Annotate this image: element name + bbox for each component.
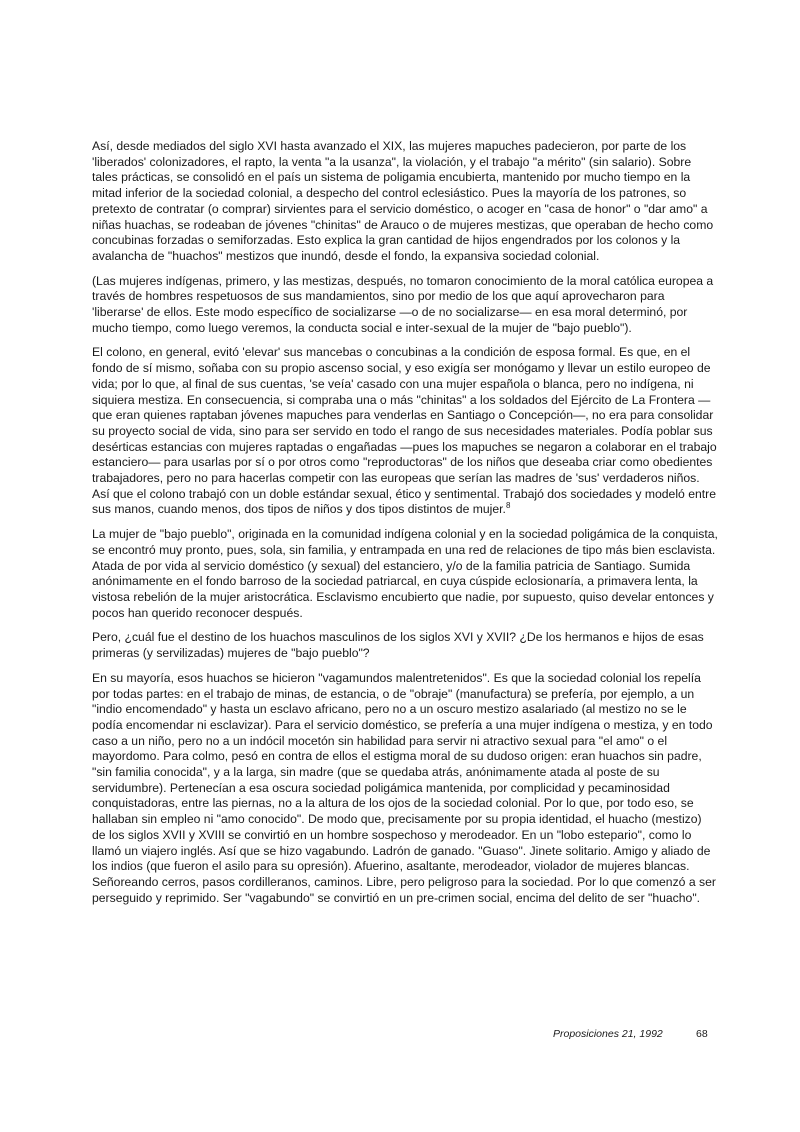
footnote-reference[interactable]: 8 — [505, 501, 511, 511]
paragraph-4: La mujer de "bajo pueblo", originada en la comunidad indígena colonial y en la sociedad poligámica de la conquista, se encontró muy pronto, pues, sola, sin familia, y entrampada en una red de relaciones de tipo más bien esclavista. Atada de por vida al servicio doméstico (y sexual) del estanciero, y/o de la familia patricia de Santiago. Sumida anónimamente en el fondo barroso de la sociedad patriarcal, en cuya cúspide eclosionaría, a primavera lenta, la vistosa rebelión de la mujer aristocrática. Esclavismo encubierto que nadie, por supuesto, quiso develar entonces y pocos han querido reconocer después. — [92, 527, 718, 620]
page-number: 68 — [696, 1028, 708, 1040]
document-body — [92, 139, 718, 915]
journal-citation: Proposiciones 21, 1992 — [553, 1028, 663, 1040]
paragraph-2: (Las mujeres indígenas, primero, y las mestizas, después, no tomaron conocimiento de la moral católica europea a través de hombres respetuosos de sus mandamientos, sino por medio de los que aquí aprovecharon para 'liberarse' de ellos. Este modo específico de socializarse —o de no socializarse— en esa moral determinó, por mucho tiempo, como luego veremos, la conducta social e inter-sexual de la mujer de "bajo pueblo"). — [92, 273, 714, 335]
paragraph-6: En su mayoría, esos huachos se hicieron "vagamundos malentretenidos". Es que la sociedad colonial los repelía por todas partes: en el trabajo de minas, de estancia, o de "obraje" (manufactura) se prefería, por ejemplo, a un "indio encomendado" y hasta un esclavo africano, pero no a un oscuro mestizo asalariado (al mestizo no se le podía encomendar ni esclavizar). Para el servicio doméstico, se prefería a una mujer indígena o mestiza, y en todo caso a un niño, pero no a un indócil mocetón sin habilidad para servir ni atractivo sexual para "el amo" o el mayordomo. Para colmo, pesó en contra de ellos el estigma moral de su dudoso origen: eran huachos sin padre, "sin familia conocida", y a la larga, sin madre (que se quedaba atrás, anónimamente atada al poste de su servidumbre). Pertenecían a esa oscura sociedad poligámica mantenida, por complicidad y pecaminosidad conquistadoras, entre las piernas, no a la altura de los ojos de la sociedad colonial. Por lo que, por todo eso, se hallaban sin empleo ni "amo conocido". De modo que, precisamente por su propia identidad, el huacho (mestizo) de los siglos XVII y XVIII se convirtió en un hombre sospechoso y merodeador. En un "lobo estepario", como lo llamó un viajero inglés. Así que se hizo vagabundo. Ladrón de ganado. "Guaso". Jinete solitario. Amigo y aliado de los indios (que fueron el asilo para su opresión). Afuerino, asaltante, merodeador, violador de mujeres blancas. Señoreando cerros, pasos cordilleranos, caminos. Libre, pero peligroso para la sociedad. Por lo que comenzó a ser perseguido y reprimido. Ser "vagabundo" se convirtió en un pre-crimen social, encima del delito de ser "huacho". — [92, 670, 716, 905]
paragraph-3-text: El colono, en general, evitó 'elevar' sus mancebas o concubinas a la condición de esposa formal. Es que, en el fondo de sí mismo, soñaba con su propio ascenso social, y eso exigía ser monógamo y llevar un estilo europeo de vida; por lo que, al final de sus cuentas, 'se veía' casado con una mujer española o blanca, pero no indígena, ni siquiera mestiza. En consecuencia, si compraba una o más "chinitas" a los soldados del Ejército de La Frontera —que eran quienes raptaban jóvenes mapuches para venderlas en Santiago o Concepción—, no era para consolidar su proyecto social de vida, sino para ser servido en todo el rango de sus necesidades materiales. Podía poblar sus desérticas estancias con mujeres raptadas o engañadas —pues los mapuches se negaron a colaborar en el trabajo estanciero— para usarlas por sí o por otros como "reproductoras" de los niños que deseaba criar como obedientes trabajadores, pero no para hacerlas competir con las europeas que serían las madres de 'sus' verdaderos niños. Así que el colono trabajó con un doble estándar sexual, ético y sentimental. Trabajó dos sociedades y modeló entre sus manos, cuando menos, dos tipos de niños y dos tipos distintos de mujer. — [92, 345, 717, 517]
page-footer — [553, 1028, 713, 1041]
paragraph-1: Así, desde mediados del siglo XVI hasta avanzado el XIX, las mujeres mapuches padecieron, por parte de los 'liberados' colonizadores, el rapto, la venta "a la usanza", la violación, y el trabajo "a mérito" (sin salario). Sobre tales prácticas, se consolidó en el país un sistema de poligamia encubierta, mantenido por mucho tiempo en la mitad inferior de la sociedad colonial, a despecho del control eclesiástico. Pues la mayoría de los patrones, so pretexto de contratar (o comprar) sirvientes para el servicio doméstico, o acoger en "casa de honor" o "dar amo" a niñas huachas, se rodeaban de jóvenes "chinitas" de Arauco o de mujeres mestizas, que operaban de hecho como concubinas forzadas o semiforzadas. Esto explica la gran cantidad de hijos engendrados por los colonos y la avalancha de "huachos" mestizos que inundó, desde el fondo, la expansiva sociedad colonial. — [92, 139, 714, 263]
paragraph-3 — [92, 345, 718, 518]
paragraph-5: Pero, ¿cuál fue el destino de los huachos masculinos de los siglos XVI y XVII? ¿De los hermanos e hijos de esas primeras (y servilizadas) mujeres de "bajo pueblo"? — [92, 630, 704, 661]
